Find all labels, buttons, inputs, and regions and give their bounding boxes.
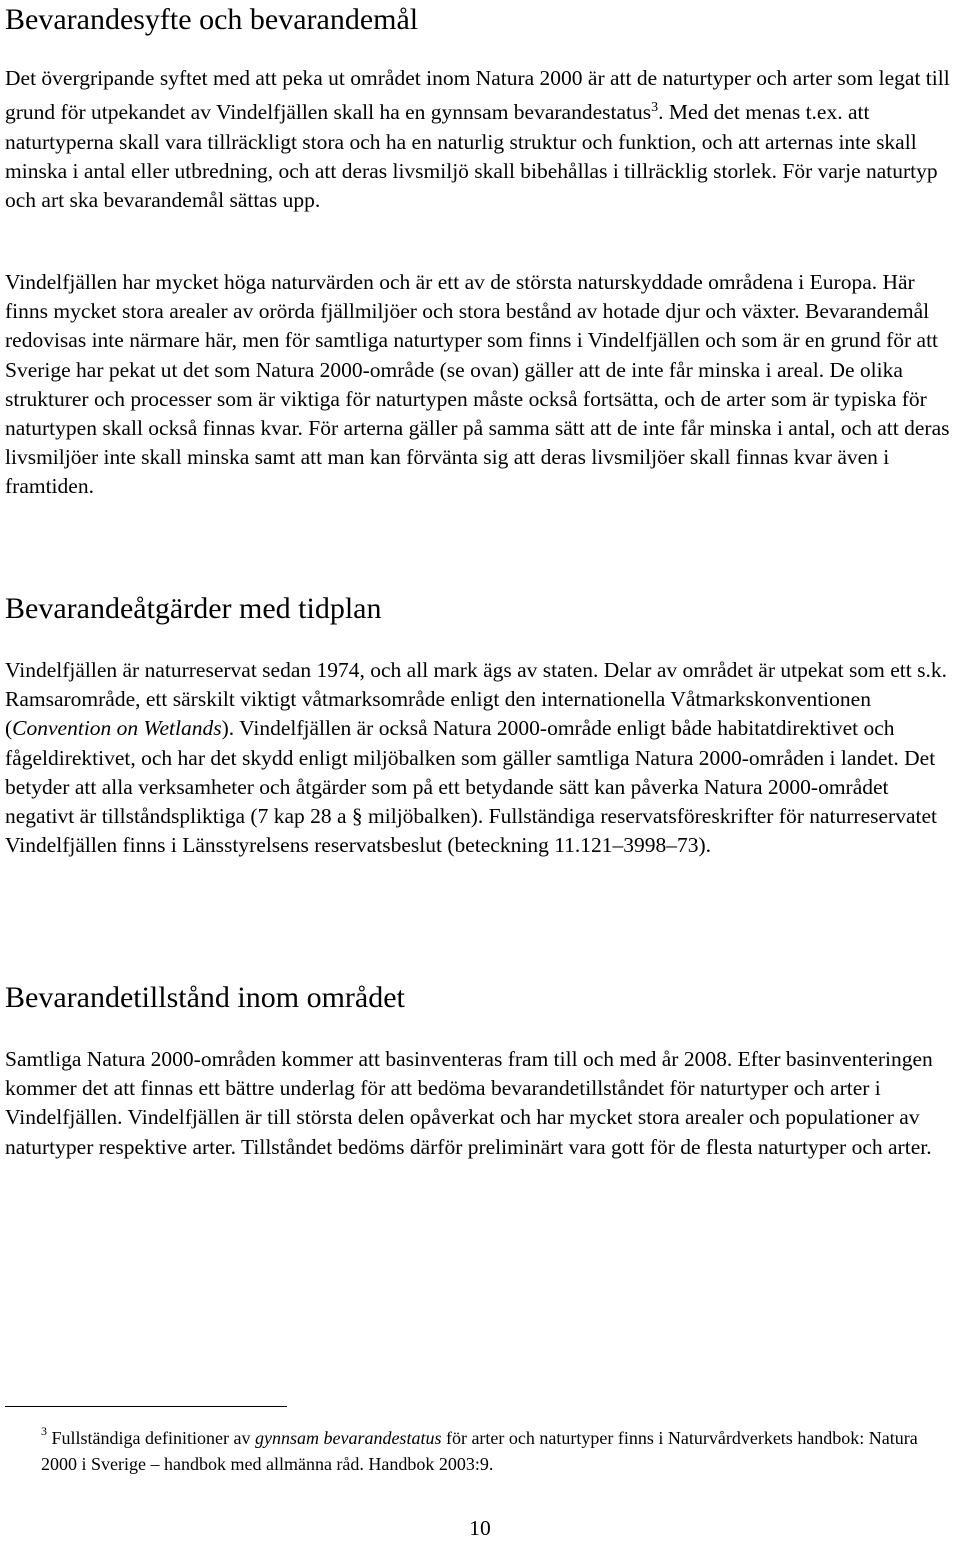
paragraph-text: Det övergripande syftet med att peka ut området inom Natura 2000 är att de naturtyper och arter som legat till grund för utpekandet av Vindelfjällen skall ha en gynnsam bevarandestatus xyxy=(5,66,950,125)
paragraph-bevarandetillstand: Samtliga Natura 2000-områden kommer att basinventeras fram till och med år 2008. Efter basinventeringen kommer det att finnas ett bättre underlag för att bedöma bevarandetillståndet för naturtyper och arter i Vindelfjällen. Vindelfjällen är till största delen opåverkat och har mycket stora arealer och populationer av naturtyper respektive arter. Tillståndet bedöms därför preliminärt vara gott för de flesta naturtyper och arter. xyxy=(5,1047,933,1159)
paragraph-text: ). Vindelfjällen är också Natura 2000-område enligt både habitatdirektivet och fågeldirektivet, och har det skydd enligt miljöbalken som gäller samtliga Natura 2000-områden i landet. Det betyder att alla verksamheter och åtgärder som på ett betydande sätt kan påverka Natura 2000-området negativt är tillståndspliktiga (7 kap 28 a § miljöbalken). Fullständiga reservatsföreskrifter för naturreservatet Vindelfjällen finns i Länsstyrelsens reservatsbeslut (beteckning 11.121–3998–73). xyxy=(5,716,937,858)
page-number: 10 xyxy=(469,1516,491,1540)
footnote xyxy=(41,1420,941,1477)
footnote-italic-term: gynnsam bevarandestatus xyxy=(254,1428,442,1448)
paragraph-bevarandeatgarder xyxy=(5,656,955,860)
footnote-number: 3 xyxy=(41,1424,47,1438)
section-heading-bevarandeatgarder: Bevarandeåtgärder med tidplan xyxy=(5,592,382,625)
italic-term: Convention on Wetlands xyxy=(12,716,222,741)
paragraph-bevarandesyfte-1 xyxy=(5,64,955,215)
footnote-text: för arter och naturtyper finns i Naturvårdverkets handbok: Natura 2000 i Sverige – handbok med allmänna råd. Handbok 2003:9. xyxy=(41,1428,918,1474)
paragraph-text: Vindelfjällen är naturreservat sedan 1974, och all mark ägs av staten. Delar av området är utpekat som ett s.k. Ramsarområde, ett särskilt viktigt våtmarksområde enligt den internationella Våtmarkskonventionen ( xyxy=(5,658,947,741)
paragraph-bevarandesyfte-2: Vindelfjällen har mycket höga naturvärden och är ett av de största naturskyddade områdena i Europa. Här finns mycket stora arealer av orörda fjällmiljöer och stora bestånd av hotade djur och växter. Bevarandemål redovisas inte närmare här, men för samtliga naturtyper som finns i Vindelfjällen och som är en grund för att Sverige har pekat ut det som Natura 2000-område (se ovan) gäller att de inte får minska i areal. De olika strukturer och processer som är viktiga för naturtypen måste också fortsätta, och de arter som är typiska för naturtypen skall också finnas kvar. För arterna gäller på samma sätt att de inte får minska i antal, och att deras livsmiljöer inte skall minska samt att man kan förvänta sig att deras livsmiljöer skall finnas kvar även i framtiden. xyxy=(5,270,950,499)
footnote-text: Fullständiga definitioner av xyxy=(51,1428,255,1448)
section-heading-bevarandetillstand: Bevarandetillstånd inom området xyxy=(5,981,405,1014)
footnote-separator xyxy=(5,1406,287,1407)
section-heading-bevarandesyfte: Bevarandesyfte och bevarandemål xyxy=(5,3,419,36)
footnote-reference[interactable]: 3 xyxy=(651,100,659,116)
paragraph-text: . Med det menas t.ex. att naturtyperna skall vara tillräckligt stora och ha en naturlig struktur och funktion, och att arternas inte skall minska i antal eller utbredning, och att deras livsmiljö skall bibehållas i tillräcklig storlek. För varje naturtyp och art ska bevarandemål sättas upp. xyxy=(5,100,938,212)
